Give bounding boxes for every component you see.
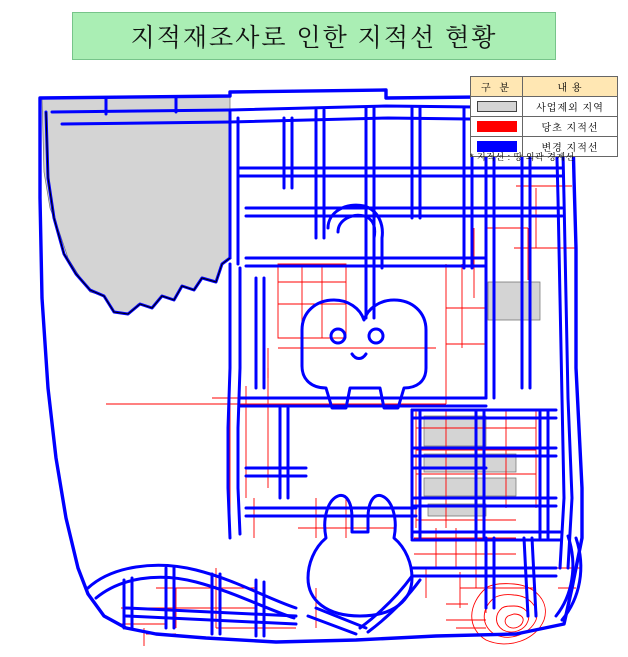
legend-note: * 지적선 : 땅 외곽 경계선 xyxy=(470,152,575,162)
legend-label-original-line: 당초 지적선 xyxy=(541,123,599,134)
original-line-swatch xyxy=(477,121,517,132)
area-fill-swatch xyxy=(477,101,517,112)
legend-box xyxy=(470,76,618,157)
legend-swatch-cell xyxy=(471,117,523,136)
legend-swatch-cell xyxy=(471,97,523,116)
page-title: 지적재조사로 인한 지적선 현황 xyxy=(130,24,498,52)
excluded-area-east-4 xyxy=(424,478,516,496)
legend-label-changed-line: 변경 지적선 xyxy=(541,143,599,154)
legend-row-excluded-area xyxy=(471,97,617,117)
excluded-area-east-1 xyxy=(488,282,540,320)
legend-label-excluded-area: 사업제외 지역 xyxy=(536,103,604,114)
legend-header-row xyxy=(471,77,617,97)
legend-row-original-line xyxy=(471,117,617,137)
legend-header-col1: 구 분 xyxy=(471,77,523,96)
legend-header-col2: 내 용 xyxy=(557,83,583,94)
title-banner xyxy=(72,12,556,60)
